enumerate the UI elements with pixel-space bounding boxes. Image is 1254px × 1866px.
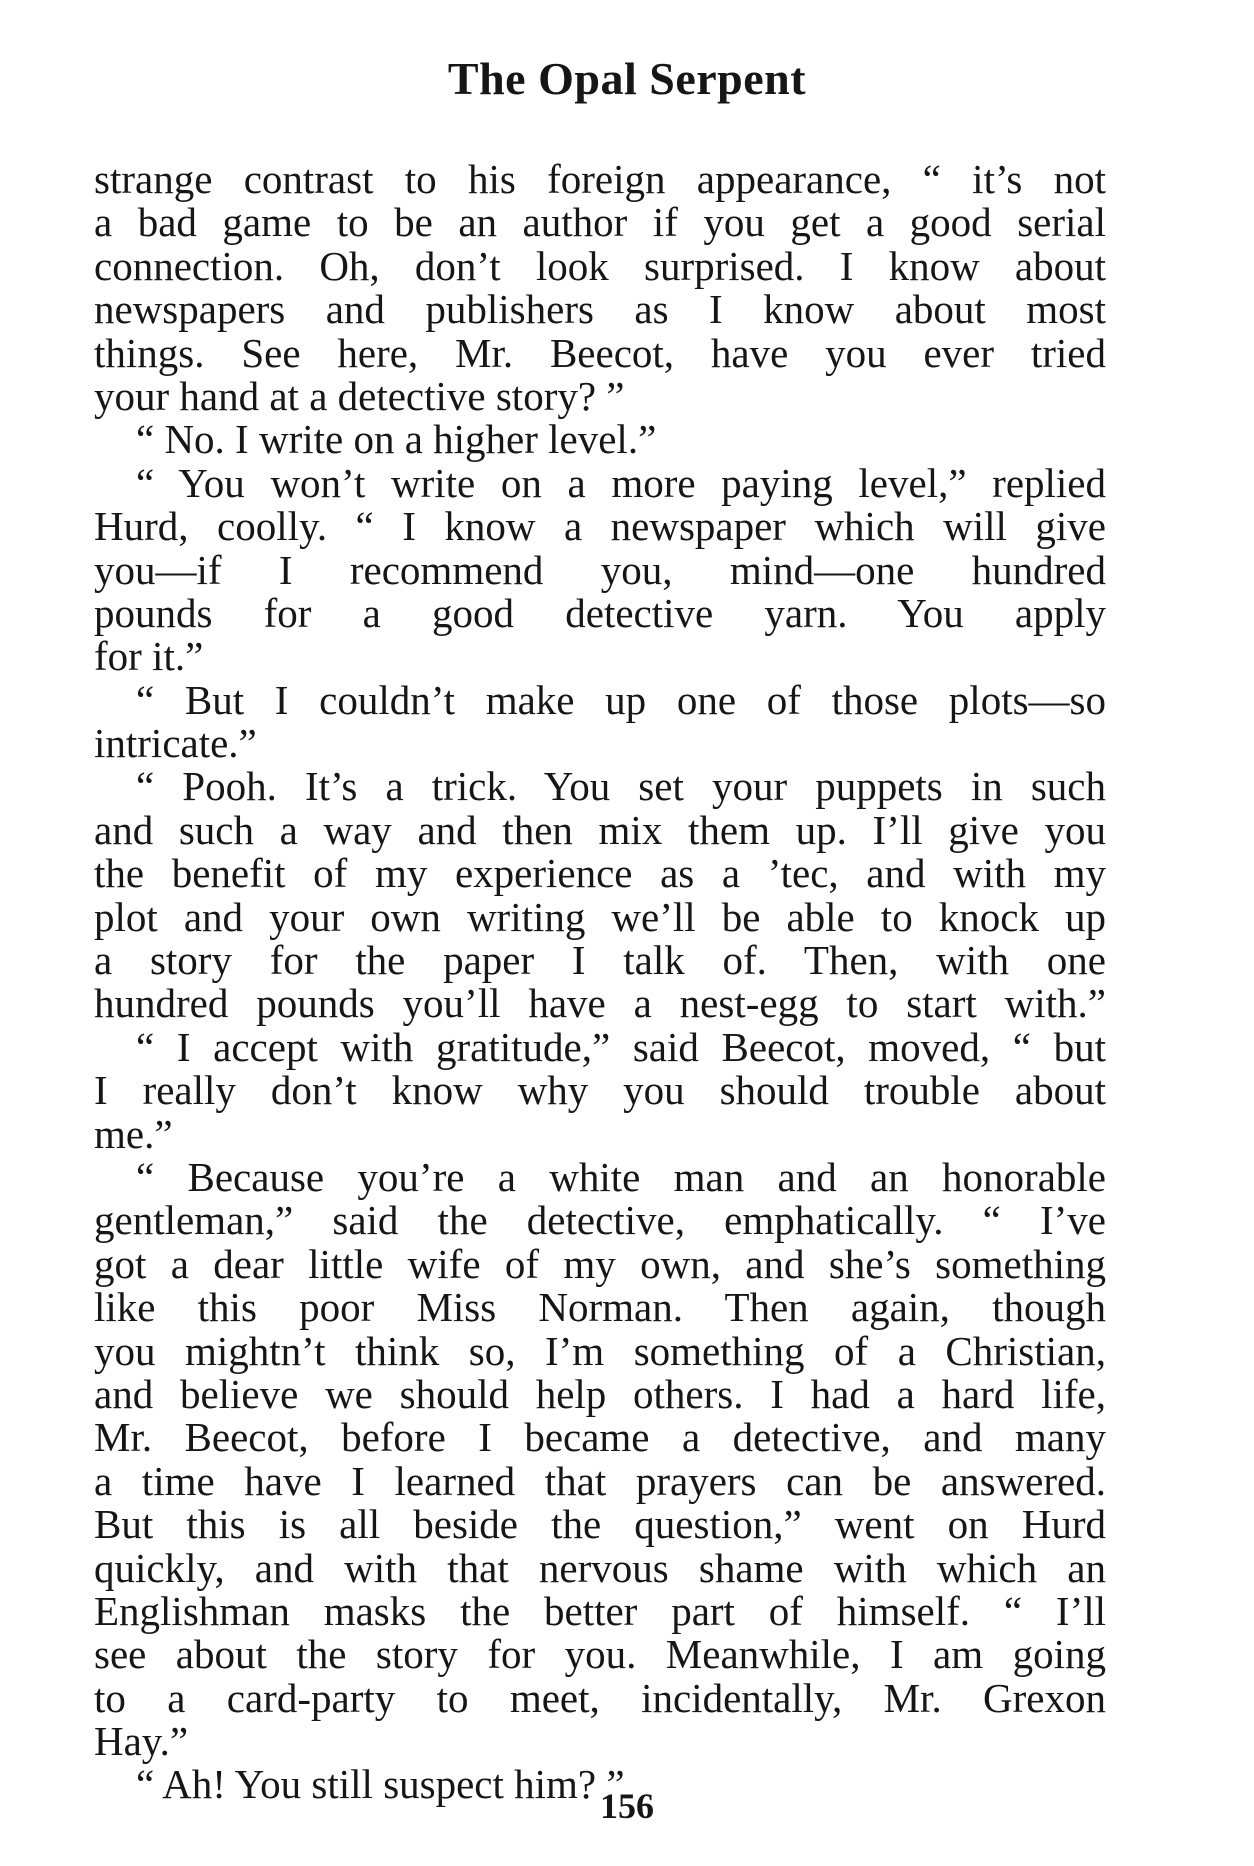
text-line: for it.” <box>94 633 204 680</box>
text-line: the benefit of my experience as a ’tec, and with my <box>94 850 1106 897</box>
text-line: plot and your own writing we’ll be able to knock up <box>94 893 1106 940</box>
text-line: and such a way and then mix them up. I’ll give you <box>94 806 1106 853</box>
text-line: quickly, and with that nervous shame with which an <box>94 1544 1106 1591</box>
text-line: intricate.” <box>94 720 257 767</box>
text-line: you mightn’t think so, I’m something of a Christian, <box>94 1327 1106 1374</box>
text-line: to a card-party to meet, incidentally, Mr. Grexon <box>94 1674 1106 1721</box>
text-line: strange contrast to his foreign appearance, “ it’s not <box>94 156 1106 202</box>
text-line: Hurd, coolly. “ I know a newspaper which will give <box>94 503 1106 550</box>
text-line: see about the story for you. Meanwhile, I am going <box>94 1631 1106 1678</box>
text-line: hundred pounds you’ll have a nest-egg to start with.” <box>94 980 1106 1027</box>
text-line: “ Ah! You still suspect him? ” <box>136 1761 625 1808</box>
text-line: me.” <box>94 1110 173 1157</box>
text-line: you—if I recommend you, mind—one hundred <box>94 546 1106 593</box>
text-line: “ You won’t write on a more paying level,” replied <box>136 459 1106 506</box>
text-line: and believe we should help others. I had a hard life, <box>94 1370 1106 1417</box>
text-line: “ But I couldn’t make up one of those plots—so <box>136 676 1106 723</box>
text-line: a story for the paper I talk of. Then, with one <box>94 937 1106 984</box>
text-line: I really don’t know why you should trouble about <box>94 1067 1106 1114</box>
text-line: things. See here, Mr. Beecot, have you ever tried <box>94 329 1106 376</box>
page-number: 156 <box>600 1786 654 1826</box>
text-line: newspapers and publishers as I know about most <box>94 286 1106 333</box>
text-line: a time have I learned that prayers can be answered. <box>94 1457 1106 1504</box>
body-text <box>94 158 1106 1807</box>
text-line: Englishman masks the better part of himself. “ I’ll <box>94 1587 1106 1634</box>
running-head: The Opal Serpent <box>447 53 807 104</box>
text-line: got a dear little wife of my own, and she’s something <box>94 1240 1106 1287</box>
text-line: “ I accept with gratitude,” said Beecot, moved, “ but <box>136 1023 1106 1070</box>
text-line: But this is all beside the question,” went on Hurd <box>94 1501 1106 1548</box>
text-line: pounds for a good detective yarn. You apply <box>94 589 1106 636</box>
text-line: Hay.” <box>94 1718 189 1765</box>
text-line: your hand at a detective story? ” <box>94 372 625 419</box>
text-line: like this poor Miss Norman. Then again, though <box>94 1284 1106 1331</box>
text-line: Mr. Beecot, before I became a detective, and many <box>94 1414 1106 1461</box>
text-line: a bad game to be an author if you get a good serial <box>94 199 1106 246</box>
text-line: “ Because you’re a white man and an honorable <box>136 1153 1106 1200</box>
text-line: “ Pooh. It’s a trick. You set your puppets in such <box>136 763 1106 810</box>
text-line: “ No. I write on a higher level.” <box>136 416 657 463</box>
text-line: connection. Oh, don’t look surprised. I know about <box>94 242 1106 289</box>
text-line: gentleman,” said the detective, emphatically. “ I’ve <box>94 1197 1106 1244</box>
